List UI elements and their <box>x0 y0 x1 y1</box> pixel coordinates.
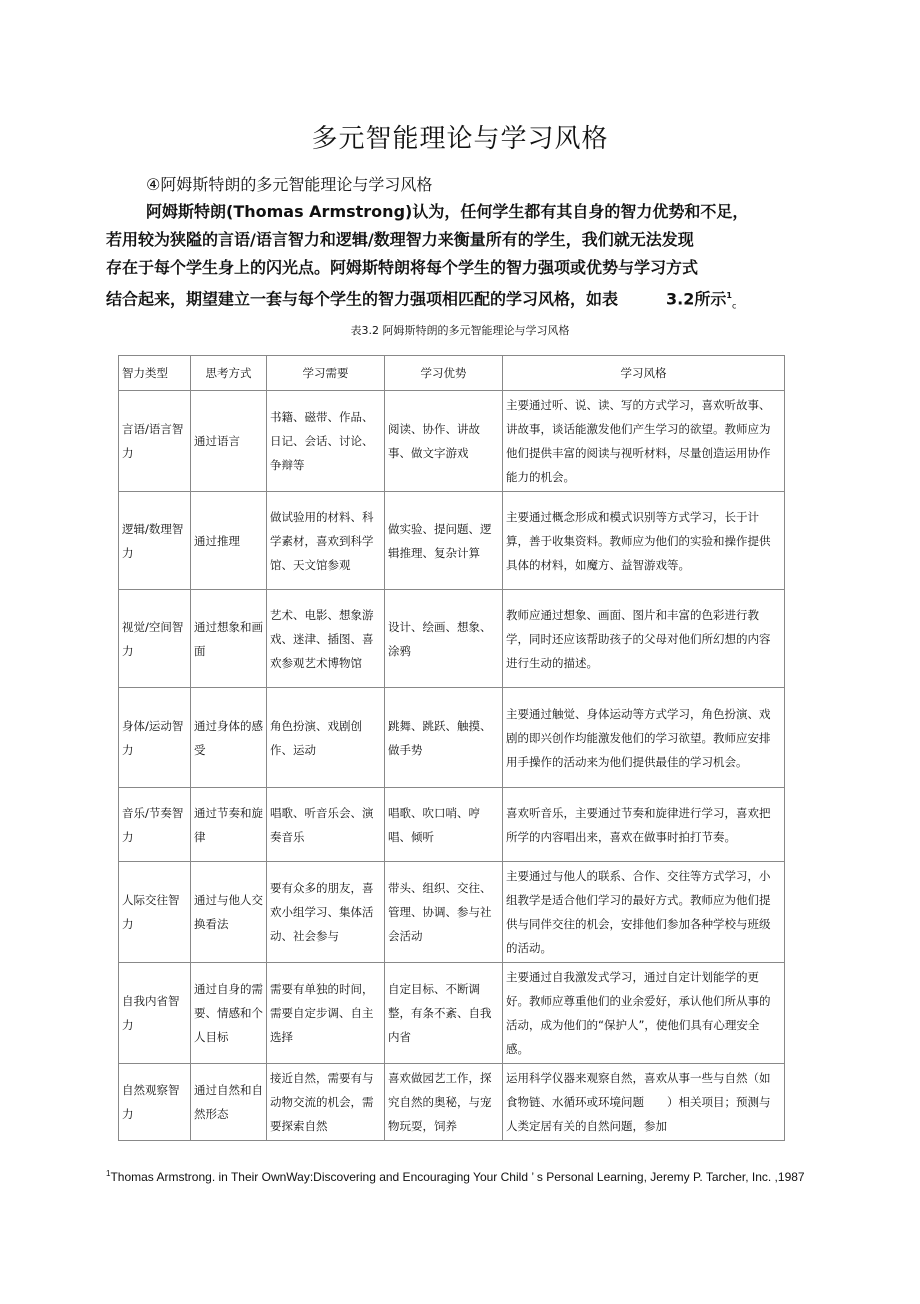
type-cell: 身体/运动智力 <box>119 688 191 788</box>
table-header-row <box>119 356 785 391</box>
needs-cell: 艺术、电影、想象游戏、迷津、插图、喜欢参观艺术博物馆 <box>267 590 385 688</box>
style-cell: 主要通过概念形成和模式识别等方式学习，长于计算，善于收集资料。教师应为他们的实验和操作提供具体的材料，如魔方、益智游戏等。 <box>503 492 785 590</box>
style-cell: 主要通过自我激发式学习，通过自定计划能学的更好。教师应尊重他们的业余爱好，承认他们所从事的活动，成为他们的“保护人”，使他们具有心理安全感。 <box>503 963 785 1064</box>
style-cell: 主要通过触觉、身体运动等方式学习，角色扮演、戏剧的即兴创作均能激发他们的学习欲望。教师应安排用手操作的活动来为他们提供最佳的学习机会。 <box>503 688 785 788</box>
strengths-cell: 跳舞、跳跃、触摸、做手势 <box>385 688 503 788</box>
thinking-cell: 通过节奏和旋律 <box>191 788 267 862</box>
type-cell: 言语/语言智力 <box>119 391 191 492</box>
style-cell: 喜欢听音乐，主要通过节奏和旋律进行学习，喜欢把所学的内容唱出来，喜欢在做事时拍打节奏。 <box>503 788 785 862</box>
type-cell: 逻辑/数理智力 <box>119 492 191 590</box>
footnote-marker: 1 <box>726 291 732 300</box>
paragraph-text: 结合起来，期望建立一套与每个学生的智力强项相匹配的学习风格，如表 <box>106 289 619 309</box>
table-row <box>119 391 785 492</box>
needs-cell: 书籍、磁带、作品、日记、会话、讨论、争辩等 <box>267 391 385 492</box>
style-cell: 主要通过听、说、读、写的方式学习，喜欢听故事、讲故事，谈话能激发他们产生学习的欲望。教师应为他们提供丰富的阅读与视听材料，尽量创造运用协作能力的机会。 <box>503 391 785 492</box>
thinking-cell: 通过与他人交换看法 <box>191 862 267 963</box>
needs-cell: 角色扮演、戏剧创作、运动 <box>267 688 385 788</box>
header-cell: 学习风格 <box>503 356 785 391</box>
table-row <box>119 590 785 688</box>
footnote-text: Thomas Armstrong. in Their OwnWay:Discovering and Encouraging Your Child ’ s Personal Learning, Jeremy P. Tarcher, Inc. ,1987 <box>110 1170 805 1184</box>
header-cell: 学习优势 <box>385 356 503 391</box>
table-row <box>119 688 785 788</box>
footnote <box>106 1164 806 1187</box>
paragraph-line: 存在于每个学生身上的闪光点。阿姆斯特朗将每个学生的智力强项或优势与学习方式 <box>106 258 699 277</box>
footnote-number: 1 <box>106 1169 111 1178</box>
needs-cell: 要有众多的朋友，喜欢小组学习、集体活动、社会参与 <box>267 862 385 963</box>
paragraph-tail: c <box>731 301 737 311</box>
strengths-cell: 带头、组织、交往、管理、协调、参与社会活动 <box>385 862 503 963</box>
needs-cell: 接近自然，需要有与动物交流的机会，需要探索自然 <box>267 1064 385 1141</box>
type-cell: 视觉/空间智力 <box>119 590 191 688</box>
table-row <box>119 862 785 963</box>
table-caption: 表3.2 阿姆斯特朗的多元智能理论与学习风格 <box>350 324 570 337</box>
style-cell: 运用科学仪器来观察自然，喜欢从事一些与自然（如食物链、水循环或环境问题 ）相关项目；预测与人类定居有关的自然问题，参加 <box>503 1064 785 1141</box>
header-cell: 学习需要 <box>267 356 385 391</box>
thinking-cell: 通过想象和画面 <box>191 590 267 688</box>
type-cell: 自我内省智力 <box>119 963 191 1064</box>
table-row <box>119 963 785 1064</box>
table-reference: 3.2所示 <box>666 289 727 309</box>
strengths-cell: 自定目标、不断调整，有条不紊、自我内省 <box>385 963 503 1064</box>
table-row <box>119 1064 785 1141</box>
paragraph-line: 若用较为狭隘的言语/语言智力和逻辑/数理智力来衡量所有的学生，我们就无法发现 <box>106 230 694 249</box>
intro-paragraph <box>106 198 766 321</box>
thinking-cell: 通过语言 <box>191 391 267 492</box>
strengths-cell: 做实验、提问题、逻辑推理、复杂计算 <box>385 492 503 590</box>
strengths-cell: 喜欢做园艺工作，探究自然的奥秘，与宠物玩耍，饲养 <box>385 1064 503 1141</box>
strengths-cell: 唱歌、吹口哨、哼唱、倾听 <box>385 788 503 862</box>
table-row <box>119 492 785 590</box>
thinking-cell: 通过自然和自然形态 <box>191 1064 267 1141</box>
strengths-cell: 设计、绘画、想象、涂鸦 <box>385 590 503 688</box>
strengths-cell: 阅读、协作、讲故事、做文字游戏 <box>385 391 503 492</box>
thinking-cell: 通过身体的感受 <box>191 688 267 788</box>
style-cell: 主要通过与他人的联系、合作、交往等方式学习，小组教学是适合他们学习的最好方式。教师应为他们提供与同伴交往的机会，安排他们参加各种学校与班级的活动。 <box>503 862 785 963</box>
thinking-cell: 通过自身的需要、情感和个人目标 <box>191 963 267 1064</box>
type-cell: 音乐/节奏智力 <box>119 788 191 862</box>
intelligence-table <box>118 355 785 1141</box>
table-row <box>119 788 785 862</box>
style-cell: 教师应通过想象、画面、图片和丰富的色彩进行教学，同时还应该帮助孩子的父母对他们所幻想的内容进行生动的描述。 <box>503 590 785 688</box>
thinking-cell: 通过推理 <box>191 492 267 590</box>
page-title: 多元智能理论与学习风格 <box>311 124 609 154</box>
needs-cell: 唱歌、听音乐会、演奏音乐 <box>267 788 385 862</box>
paragraph-line: 阿姆斯特朗(Thomas Armstrong)认为，任何学生都有其自身的智力优势和不足， <box>146 202 749 221</box>
needs-cell: 需要有单独的时间，需要自定步调、自主选择 <box>267 963 385 1064</box>
type-cell: 人际交往智力 <box>119 862 191 963</box>
header-cell: 智力类型 <box>119 356 191 391</box>
needs-cell: 做试验用的材料、科学素材，喜欢到科学馆、天文馆参观 <box>267 492 385 590</box>
type-cell: 自然观察智力 <box>119 1064 191 1141</box>
header-cell: 思考方式 <box>191 356 267 391</box>
section-subheading: ④阿姆斯特朗的多元智能理论与学习风格 <box>146 175 433 194</box>
paragraph-line <box>106 282 766 321</box>
